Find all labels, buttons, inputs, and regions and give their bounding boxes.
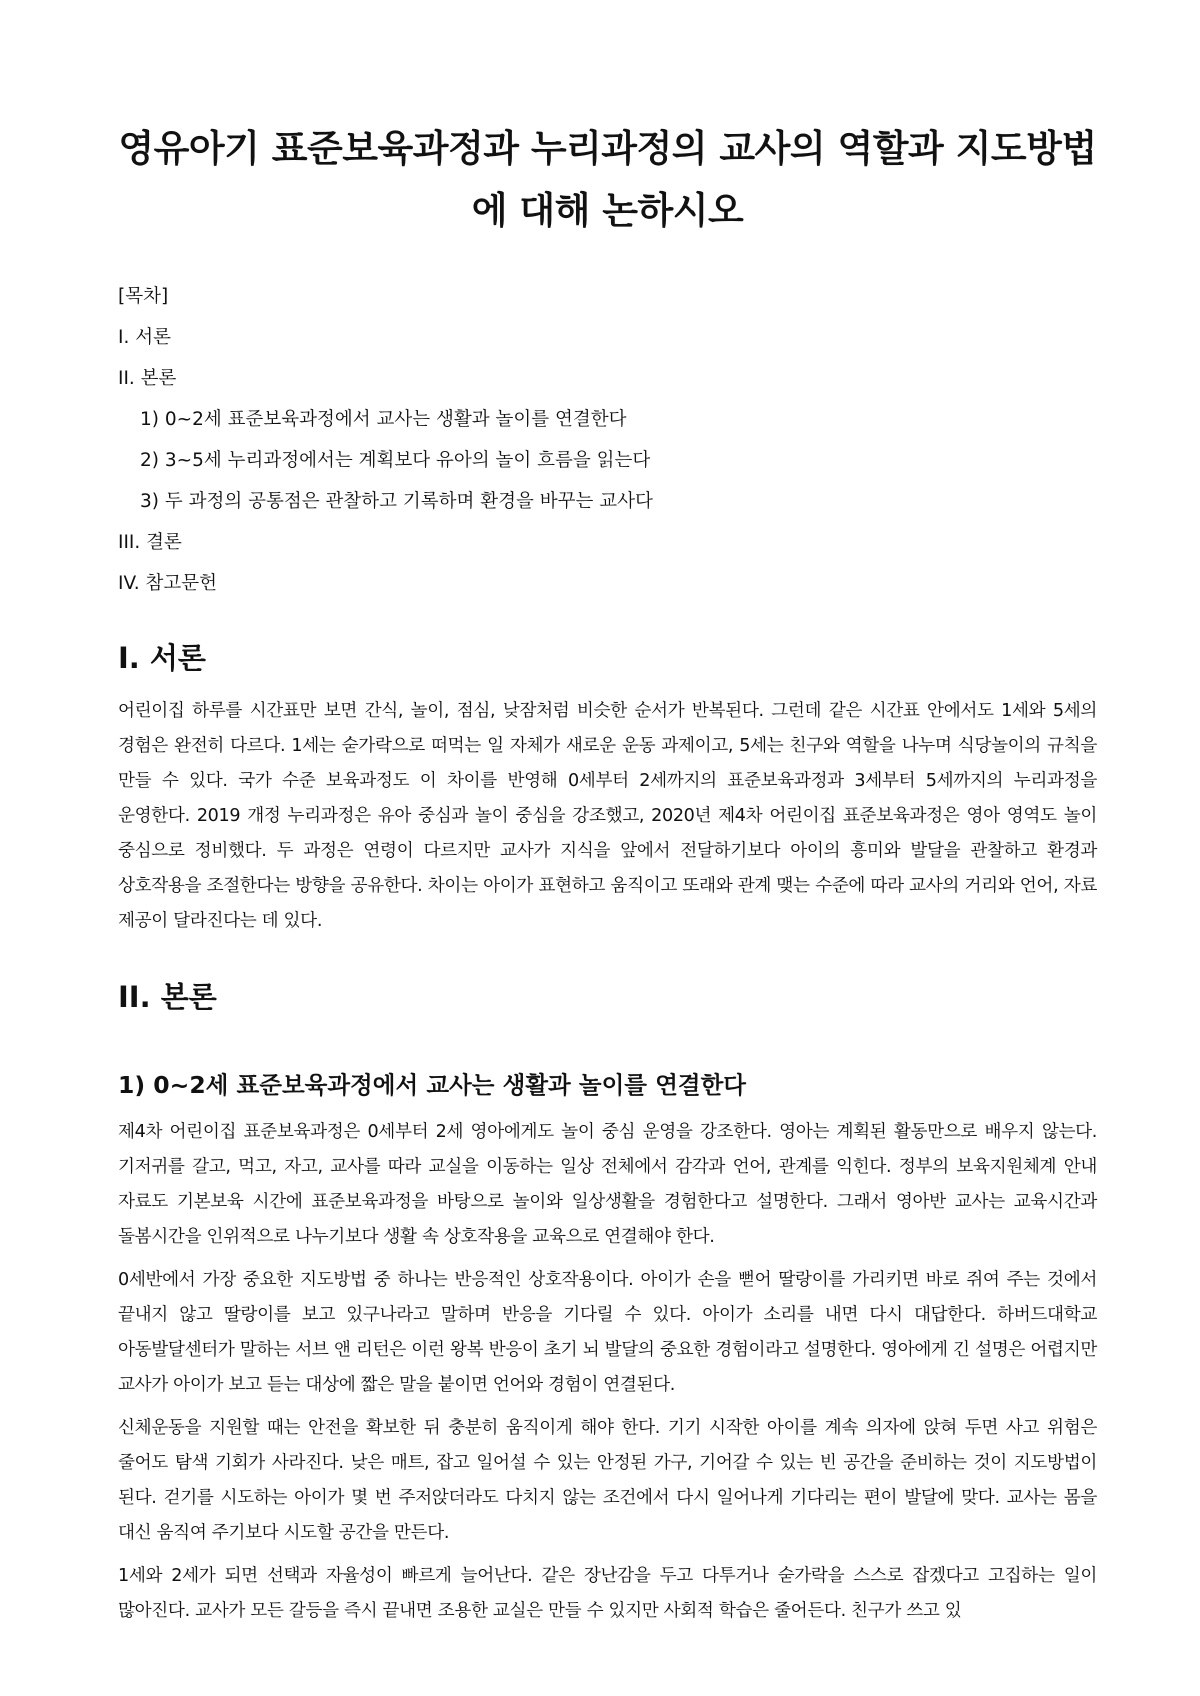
toc-item-body-2: 2) 3~5세 누리과정에서는 계획보다 유아의 놀이 흐름을 읽는다 bbox=[140, 450, 651, 471]
subsection-heading-1: 1) 0~2세 표준보육과정에서 교사는 생활과 놀이를 연결한다 bbox=[118, 1071, 746, 1099]
toc-item-body: II. 본론 bbox=[118, 368, 177, 389]
toc-item-body-3: 3) 두 과정의 공통점은 관찰하고 기록하며 환경을 바꾸는 교사다 bbox=[140, 491, 653, 512]
section-introduction bbox=[118, 640, 1097, 939]
toc-item-introduction: I. 서론 bbox=[118, 327, 171, 348]
section-body bbox=[118, 979, 1097, 1629]
paragraph: 0세반에서 가장 중요한 지도방법 중 하나는 반응적인 상호작용이다. 아이가 손을 뻗어 딸랑이를 가리키면 바로 쥐여 주는 것에서 끝내지 않고 딸랑이를 보고 있구나라고 말하며 반응을 기다릴 수 있다. 아이가 소리를 내면 다시 대답한다. 하버드대학교 아동발달센터가 말하는 서브 앤 리턴은 이런 왕복 반응이 초기 뇌 발달의 중요한 경험이라고 설명한다. 영아에게 긴 설명은 어렵지만 교사가 아이가 보고 듣는 대상에 짧은 말을 붙이면 언어와 경험이 연결된다. bbox=[118, 1270, 1097, 1395]
toc-item-body-1: 1) 0~2세 표준보육과정에서 교사는 생활과 놀이를 연결한다 bbox=[140, 409, 627, 430]
title-line-1: 영유아기 표준보육과정과 누리과정의 교사의 역할과 지도방법 bbox=[118, 127, 1097, 170]
paragraph: 신체운동을 지원할 때는 안전을 확보한 뒤 충분히 움직이게 해야 한다. 기기 시작한 아이를 계속 의자에 앉혀 두면 사고 위험은 줄어도 탐색 기회가 사라진다. 낮은 매트, 잡고 일어설 수 있는 안정된 가구, 기어갈 수 있는 빈 공간을 준비하는 것이 지도방법이 된다. 걷기를 시도하는 아이가 몇 번 주저앉더라도 다치지 않는 조건에서 다시 일어나게 기다리는 편이 발달에 맞다. 교사는 몸을 대신 움직여 주기보다 시도할 공간을 만든다. bbox=[118, 1418, 1097, 1543]
toc-item-references: IV. 참고문헌 bbox=[118, 573, 217, 594]
toc-heading: [목차] bbox=[118, 286, 169, 307]
paragraph: 1세와 2세가 되면 선택과 자율성이 빠르게 늘어난다. 같은 장난감을 두고 다투거나 숟가락을 스스로 잡겠다고 고집하는 일이 많아진다. 교사가 모든 갈등을 즉시 끝내면 조용한 교실은 만들 수 있지만 사회적 학습은 줄어든다. 친구가 쓰고 있 bbox=[118, 1566, 1097, 1621]
paragraph: 어린이집 하루를 시간표만 보면 간식, 놀이, 점심, 낮잠처럼 비슷한 순서가 반복된다. 그런데 같은 시간표 안에서도 1세와 5세의 경험은 완전히 다르다. 1세는 숟가락으로 떠먹는 일 자체가 새로운 운동 과제이고, 5세는 친구와 역할을 나누며 식당놀이의 규칙을 만들 수 있다. 국가 수준 보육과정도 이 차이를 반영해 0세부터 2세까지의 표준보육과정과 3세부터 5세까지의 누리과정을 운영한다. 2019 개정 누리과정은 유아 중심과 놀이 중심을 강조했고, 2020년 제4차 어린이집 표준보육과정은 영아 영역도 놀이 중심으로 정비했다. 두 과정은 연령이 다르지만 교사가 지식을 앞에서 전달하기보다 아이의 흥미와 발달을 관찰하고 환경과 상호작용을 조절한다는 방향을 공유한다. 차이는 아이가 표현하고 움직이고 또래와 관계 맺는 수준에 따라 교사의 거리와 언어, 자료 제공이 달라진다는 데 있다. bbox=[118, 701, 1097, 931]
document-title bbox=[118, 118, 1097, 242]
paragraph: 제4차 어린이집 표준보육과정은 0세부터 2세 영아에게도 놀이 중심 운영을 강조한다. 영아는 계획된 활동만으로 배우지 않는다. 기저귀를 갈고, 먹고, 자고, 교사를 따라 교실을 이동하는 일상 전체에서 감각과 언어, 관계를 익힌다. 정부의 보육지원체계 안내 자료도 기본보육 시간에 표준보육과정을 바탕으로 놀이와 일상생활을 경험한다고 설명한다. 그래서 영아반 교사는 교육시간과 돌봄시간을 인위적으로 나누기보다 생활 속 상호작용을 교육으로 연결해야 한다. bbox=[118, 1122, 1097, 1247]
section-heading-introduction: I. 서론 bbox=[118, 641, 206, 675]
table-of-contents bbox=[118, 276, 1097, 604]
section-heading-body: II. 본론 bbox=[118, 980, 217, 1014]
toc-item-conclusion: III. 결론 bbox=[118, 532, 182, 553]
title-line-2: 에 대해 논하시오 bbox=[471, 189, 744, 232]
